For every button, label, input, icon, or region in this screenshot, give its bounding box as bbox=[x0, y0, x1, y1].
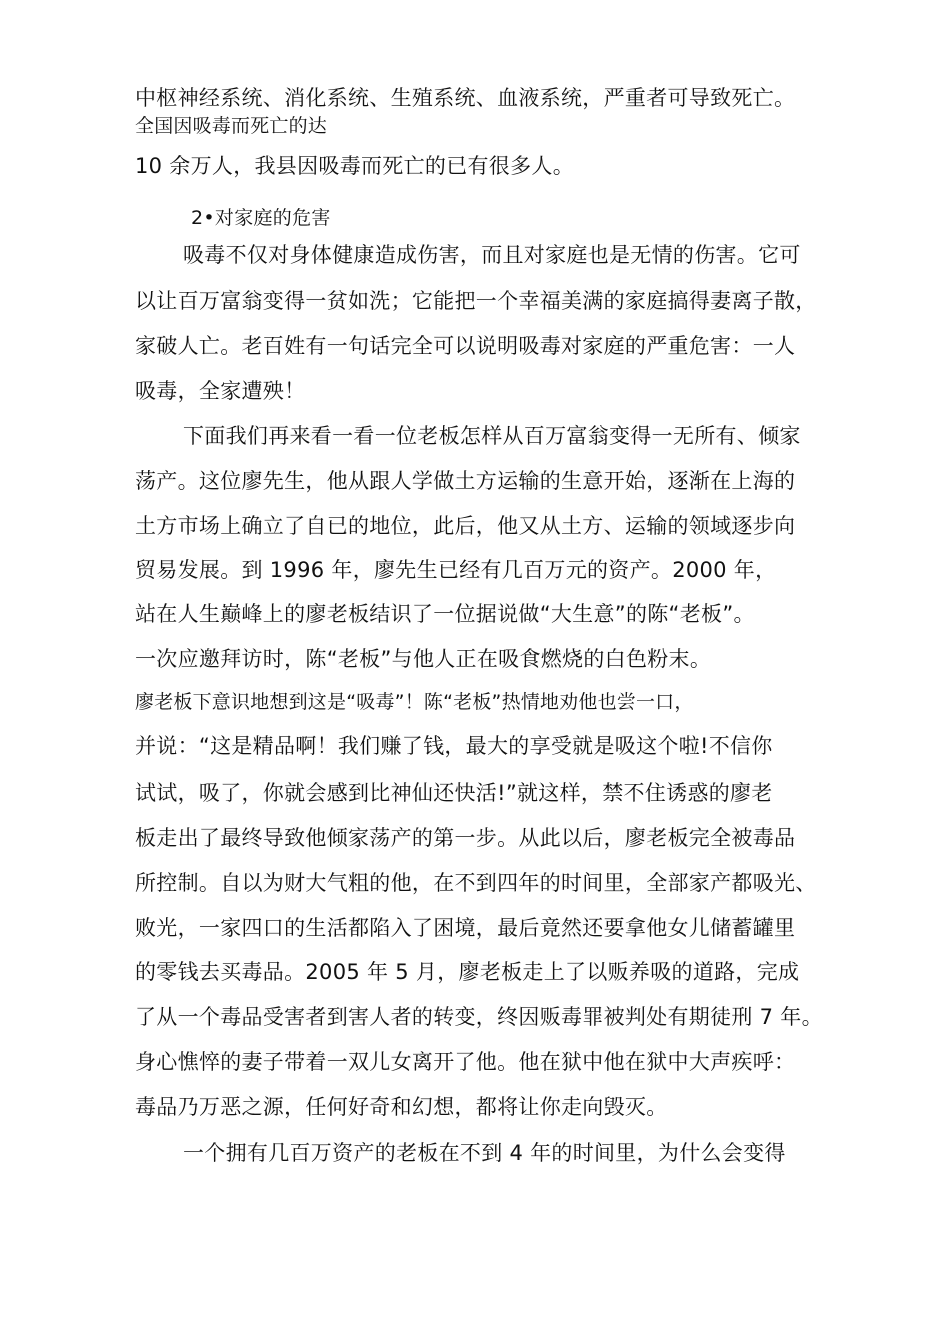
text-line: 站在人生巅峰上的廖老板结识了一位据说做“大生意”的陈“老板”。 bbox=[135, 602, 755, 626]
section-heading: 2•对家庭的危害 bbox=[191, 207, 331, 229]
text-line: 身心憔悴的妻子带着一双儿女离开了他。他在狱中他在狱中大声疾呼： bbox=[135, 1050, 796, 1074]
text-line: 10 余万人，我县因吸毒而死亡的已有很多人。 bbox=[135, 154, 574, 178]
text-line: 贸易发展。到 1996 年，廖先生已经有几百万元的资产。2000 年， bbox=[135, 558, 777, 582]
text-line: 败光，一家四口的生活都陷入了困境，最后竟然还要拿他女儿储蓄罐里 bbox=[135, 916, 796, 940]
text-line: 一个拥有几百万资产的老板在不到 4 年的时间里，为什么会变得 bbox=[183, 1141, 786, 1165]
text-line: 并说：“这是精品啊！我们赚了钱，最大的享受就是吸这个啦!不信你 bbox=[135, 734, 773, 758]
text-line: 吸毒，全家遭殃！ bbox=[135, 379, 306, 403]
text-line: 荡产。这位廖先生，他从跟人学做土方运输的生意开始，逐渐在上海的 bbox=[135, 469, 796, 493]
text-line: 了从一个毒品受害者到害人者的转变，终因贩毒罪被判处有期徒刑 7 年。 bbox=[135, 1005, 823, 1029]
text-line: 中枢神经系统、消化系统、生殖系统、血液系统，严重者可导致死亡。 bbox=[135, 86, 796, 110]
text-line: 下面我们再来看一看一位老板怎样从百万富翁变得一无所有、倾家 bbox=[183, 424, 801, 448]
text-line: 家破人亡。老百姓有一句话完全可以说明吸毒对家庭的严重危害：一人 bbox=[135, 334, 796, 358]
text-line: 板走出了最终导致他倾家荡产的第一步。从此以后，廖老板完全被毒品 bbox=[135, 826, 796, 850]
text-line: 以让百万富翁变得一贫如洗；它能把一个幸福美满的家庭搞得妻离子散， bbox=[135, 289, 817, 313]
text-line: 所控制。自以为财大气粗的他，在不到四年的时间里，全部家产都吸光、 bbox=[135, 871, 817, 895]
text-line: 土方市场上确立了自已的地位，此后，他又从土方、运输的领域逐步向 bbox=[135, 514, 796, 538]
text-line: 廖老板下意识地想到这是“吸毒”！陈“老板”热情地劝他也尝一口， bbox=[135, 691, 694, 713]
text-line: 的零钱去买毒品。2005 年 5 月，廖老板走上了以贩养吸的道路，完成 bbox=[135, 960, 800, 984]
text-line: 一次应邀拜访时，陈“老板”与他人正在吸食燃烧的白色粉末。 bbox=[135, 647, 712, 671]
text-line: 毒品乃万恶之源，任何好奇和幻想，都将让你走向毁灭。 bbox=[135, 1095, 668, 1119]
text-line: 试试，吸了，你就会感到比神仙还快活!”就这样，禁不住诱惑的廖老 bbox=[135, 781, 773, 805]
text-line: 全国因吸毒而死亡的达 bbox=[135, 115, 328, 137]
text-line: 吸毒不仅对身体健康造成伤害，而且对家庭也是无情的伤害。它可 bbox=[183, 243, 801, 267]
